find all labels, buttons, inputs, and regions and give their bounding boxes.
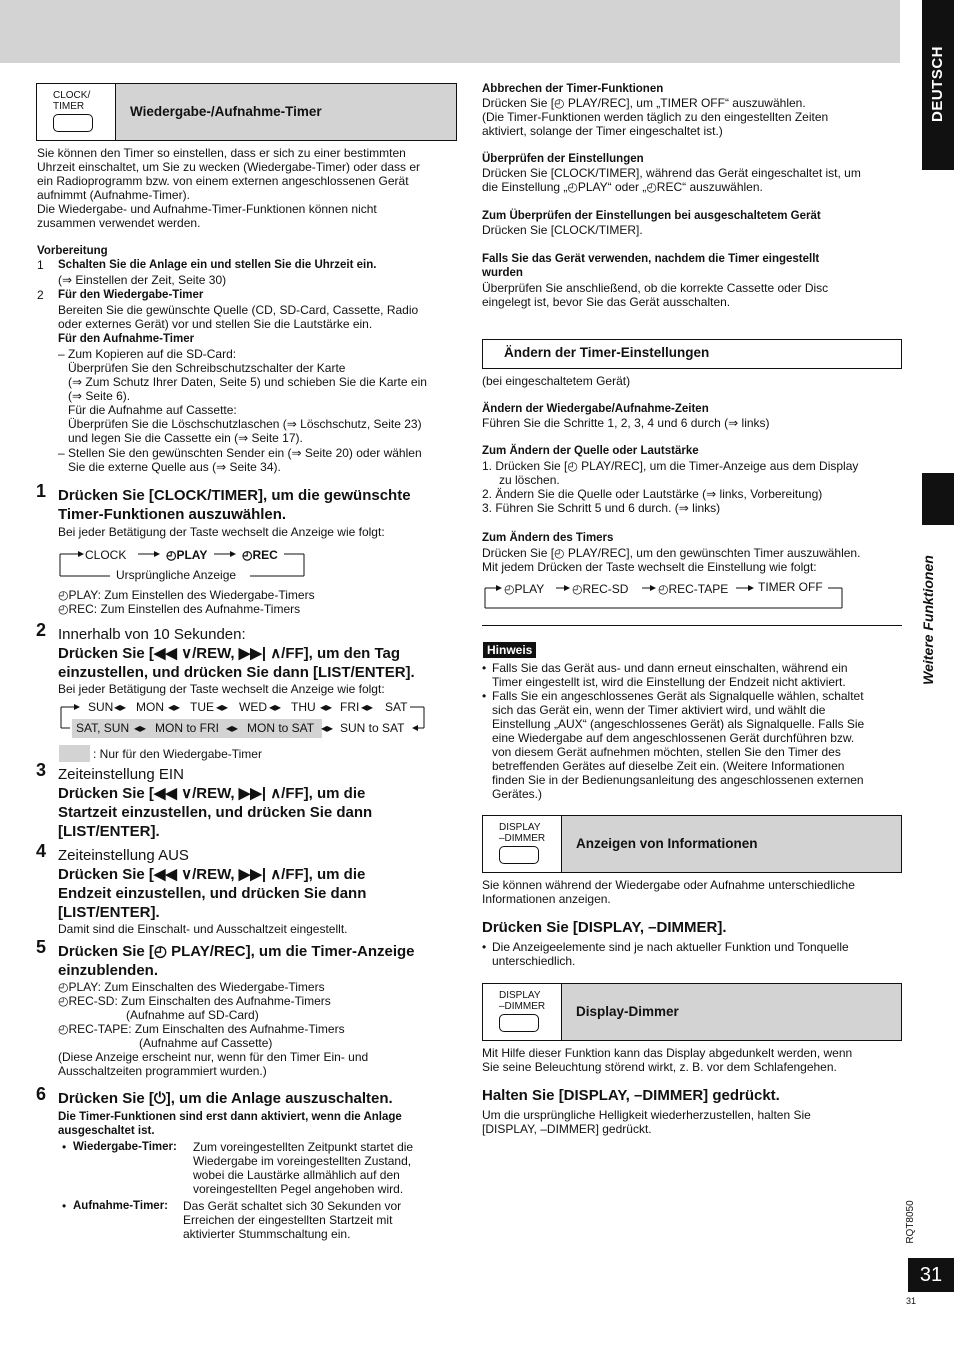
legend-note: : Nur für den Wiedergabe-Timer bbox=[93, 747, 262, 761]
step-2-heading: Drücken Sie [◀◀ ∨/REW, ▶▶| ∧/FF], um den Tag einzustellen, und drücken Sie dann [LIST/ENTER]. bbox=[58, 645, 415, 681]
prep-heading: Vorbereitung bbox=[37, 245, 108, 257]
playback-timer-desc: Zum voreingestellten Zeitpunkt startet die Wiedergabe im voreingestellten Zustand, wobei die Laustärke allmählich auf den voreingestellten Pegel angehoben wird. bbox=[193, 1140, 414, 1196]
header-bar bbox=[0, 0, 900, 63]
step-2-number: 2 bbox=[36, 620, 47, 640]
step-5-number: 5 bbox=[36, 937, 47, 957]
dimmer-section-header: DISPLAY –DIMMER Display-Dimmer bbox=[482, 983, 902, 1041]
step-4-heading: Drücken Sie [◀◀ ∨/REW, ▶▶| ∧/FF], um die Endzeit einzustellen, und drücken Sie dann [LIST/ENTER]. bbox=[58, 866, 367, 921]
step-3-number: 3 bbox=[36, 760, 47, 780]
check-heading: Überprüfen der Einstellungen bbox=[482, 153, 644, 165]
check-off-heading: Zum Überprüfen der Einstellungen bei ausgeschaltetem Gerät bbox=[482, 210, 821, 222]
clock-cycle-diagram bbox=[58, 544, 318, 584]
prep-step-1: Schalten Sie die Anlage ein und stellen Sie die Uhrzeit ein. bbox=[58, 259, 377, 271]
step-1-number: 1 bbox=[36, 481, 47, 501]
rec-instructions: – Zum Kopieren auf die SD-Card: Überprüfen Sie den Schreibschutzschalter der Karte (⇒ Zum Schutz Ihrer Daten, Seite 5) und schieben Sie die Karte ein (⇒ Seite 6). Für die Aufnahme auf Cassette: Überprüfen Sie die Löschschutzlaschen (⇒ Löschschutz, Seite 23) und legen Sie die Cassette ein (⇒ Seite 17). – Stellen Sie den gewünschten Sender ein (⇒ Seite 20) oder wählen Sie die externe Quelle aus (⇒ Seite 34). bbox=[58, 347, 427, 474]
day-cycle-diagram: SUN ◂▸ MON ◂▸ TUE ◂▸ WED ◂▸ THU ◂▸ FRI ◂▸ SAT SAT, SUN ◂▸ MON to FRI ◂▸ MON to SAT ◂▸ SUN to SAT bbox=[58, 698, 433, 740]
info-section-header: DISPLAY –DIMMER Anzeigen von Informationen bbox=[482, 815, 902, 873]
display-dimmer-button-icon: DISPLAY –DIMMER bbox=[483, 984, 562, 1040]
section-tab-label: Weitere Funktionen bbox=[920, 555, 936, 685]
cycle-return-label: Ursprüngliche Anzeige bbox=[116, 568, 237, 582]
timer-section-header bbox=[36, 83, 457, 141]
step-6-heading: Drücken Sie [⏻], um die Anlage auszuschalten. bbox=[58, 1090, 393, 1107]
hinweis-note-2: Falls Sie ein angeschlossenes Gerät als Signalquelle wählen, schaltet sich das Gerät ein, wenn der Timer aktiviert wird, und wählt die Einstellung „AUX“ (angeschlossenes Gerät) als Signalquelle. Falls Sie eine Wiedergabe auf dem angeschlossenen Gerät durchführen bzw. von diesem Gerät aufnehmen möchten, stellen Sie den Timer des betreffenden Gerätes auf dieselbe Zeit ein. (Weitere Informationen finden Sie in der Bedienungsanleitung des angeschlossenen externen Gerätes.) bbox=[492, 689, 865, 801]
change-settings-header: Ändern der Timer-Einstellungen bbox=[482, 339, 902, 369]
model-code: RQT8050 bbox=[905, 1200, 916, 1244]
step-1-heading: Drücken Sie [CLOCK/TIMER], um die gewünschte Timer-Funktionen auszuwählen. bbox=[58, 487, 411, 523]
timer-section-title: Wiedergabe-/Aufnahme-Timer bbox=[116, 84, 456, 140]
step-3-heading: Drücken Sie [◀◀ ∨/REW, ▶▶| ∧/FF], um die Startzeit einzustellen, und drücken Sie dann [LIST/ENTER]. bbox=[58, 785, 373, 840]
timer-intro: Sie können den Timer so einstellen, dass er sich zu einer bestimmten Uhrzeit einschaltet, um Sie zu wecken (Wiedergabe-Timer) oder dass er ein Radioprogramm bzw. von einem externen angeschlossenen Gerät aufnimmt (Aufnahme-Timer). Die Wiedergabe- und Aufnahme-Timer-Funktionen können nicht zusammen verwendet werden. bbox=[37, 146, 421, 230]
page-number: 31 bbox=[908, 1258, 954, 1292]
hinweis-label: Hinweis bbox=[483, 642, 536, 658]
cycle-rec: ◴REC bbox=[242, 548, 278, 562]
cycle-play: ◴PLAY bbox=[166, 548, 208, 562]
step-6-number: 6 bbox=[36, 1084, 47, 1104]
prep-step-2: Für den Wiedergabe-Timer bbox=[58, 289, 204, 301]
info-instruction: Drücken Sie [DISPLAY, –DIMMER]. bbox=[482, 919, 727, 936]
hinweis-note-1: Falls Sie das Gerät aus- und dann erneut einschalten, während ein Timer eingestellt ist, wird die Einstellung der Endzeit nicht aktiviert. bbox=[492, 661, 848, 689]
cycle-clock: CLOCK bbox=[85, 548, 127, 562]
record-timer-desc: Das Gerät schaltet sich 30 Sekunden vor Erreichen der eingestellten Startzeit mit aktivierter Stummschaltung ein. bbox=[183, 1199, 402, 1241]
step-4-number: 4 bbox=[36, 841, 47, 861]
legend-swatch bbox=[59, 745, 90, 762]
display-dimmer-button-icon: DISPLAY –DIMMER bbox=[483, 816, 562, 872]
cancel-heading: Abbrechen der Timer-Funktionen bbox=[482, 83, 664, 95]
falls-heading: Falls Sie das Gerät verwenden, nachdem die Timer eingestellt wurden bbox=[482, 253, 820, 279]
clock-timer-button-icon: CLOCK/ TIMER bbox=[37, 84, 116, 140]
step-5-heading: Drücken Sie [◴ PLAY/REC], um die Timer-Anzeige einzublenden. bbox=[58, 943, 415, 979]
page-number-small: 31 bbox=[906, 1296, 917, 1306]
dimmer-instruction: Halten Sie [DISPLAY, –DIMMER] gedrückt. bbox=[482, 1087, 780, 1104]
language-tab bbox=[922, 0, 954, 170]
timer-cycle-diagram: ◴PLAY ◴REC-SD ◴REC-TAPE TIMER OFF bbox=[482, 578, 852, 612]
divider bbox=[482, 625, 902, 626]
section-marker bbox=[922, 473, 954, 525]
language-tab-label: DEUTSCH bbox=[929, 45, 946, 123]
